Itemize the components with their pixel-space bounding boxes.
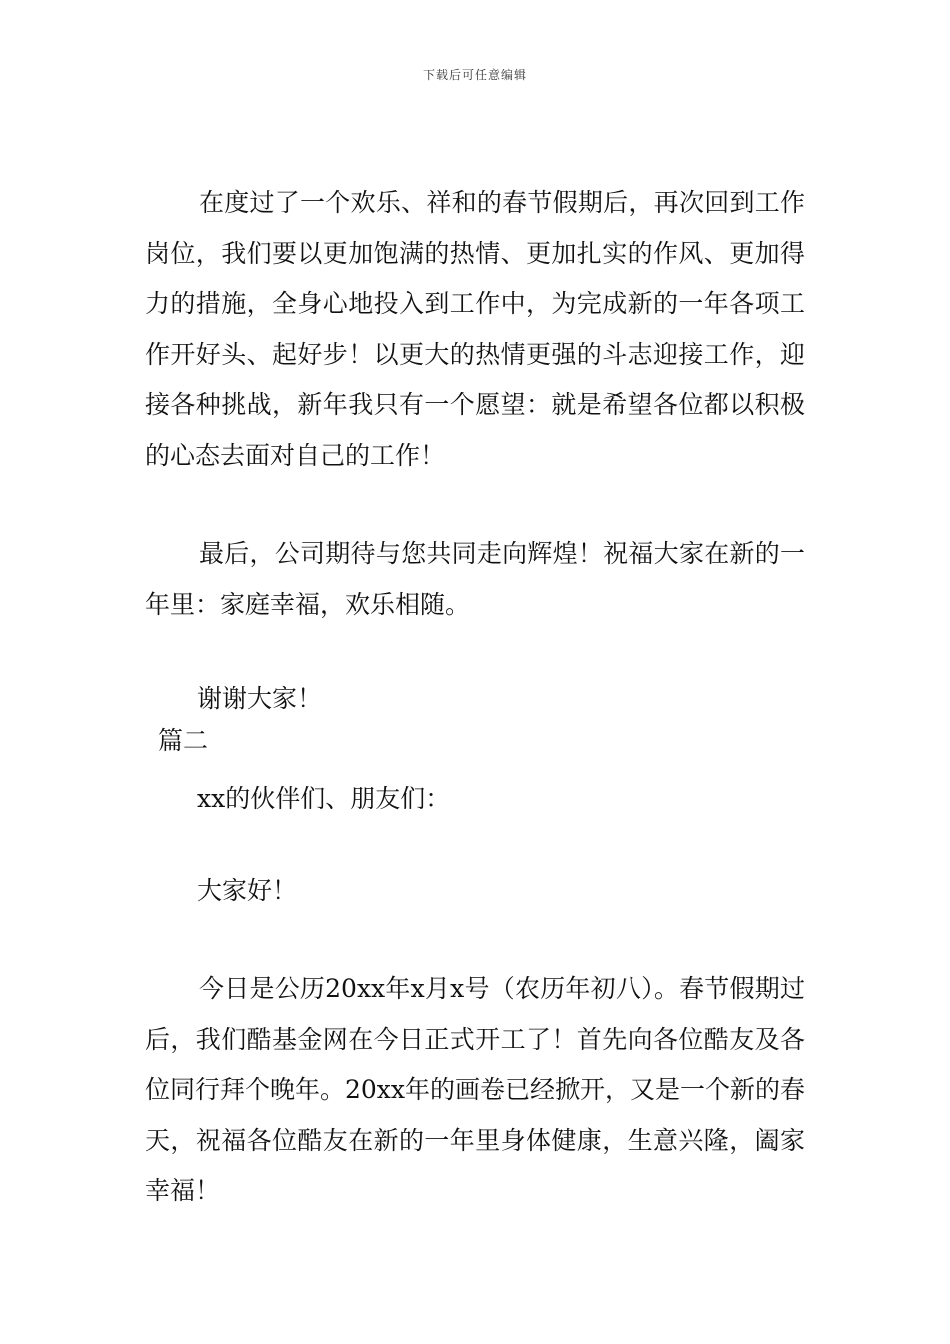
paragraph-closing-wishes: 最后，公司期待与您共同走向辉煌！祝福大家在新的一年里：家庭幸福，欢乐相随。 (145, 539, 805, 619)
paragraph-gap (145, 630, 805, 674)
paragraph-new-year-opening: 今日是公历20xx年x月x号（农历年初八）。春节假期过后，我们酷基金网在今日正式开工了！首先向各位酷友及各位同行拜个晚年。20xx年的画卷已经掀开，又是一个新的春天，祝福各位酷友在新的一年里身体健康，生意兴隆，阖家幸福！ (145, 974, 806, 1205)
salutation-line: xx的伙伴们、朋友们： (197, 784, 451, 813)
document-body (145, 178, 805, 1217)
paragraph-gap (145, 916, 805, 964)
page-header-note: 下载后可任意编辑 (422, 68, 527, 82)
paragraph-gap (145, 824, 805, 866)
paragraph-gap (145, 481, 805, 529)
greeting-line: 大家好！ (197, 876, 298, 905)
paragraph-return-to-work: 在度过了一个欢乐、祥和的春节假期后，再次回到工作岗位，我们要以更加饱满的热情、更加扎实的作风、更加得力的措施，全身心地投入到工作中，为完成新的一年各项工作开好头、起好步！以更大的热情更强的斗志迎接工作，迎接各种挑战，新年我只有一个愿望：就是希望各位都以积极的心态去面对自己的工作！ (145, 188, 805, 470)
section-title: 篇二 (158, 726, 209, 755)
thanks-line: 谢谢大家！ (197, 684, 323, 713)
